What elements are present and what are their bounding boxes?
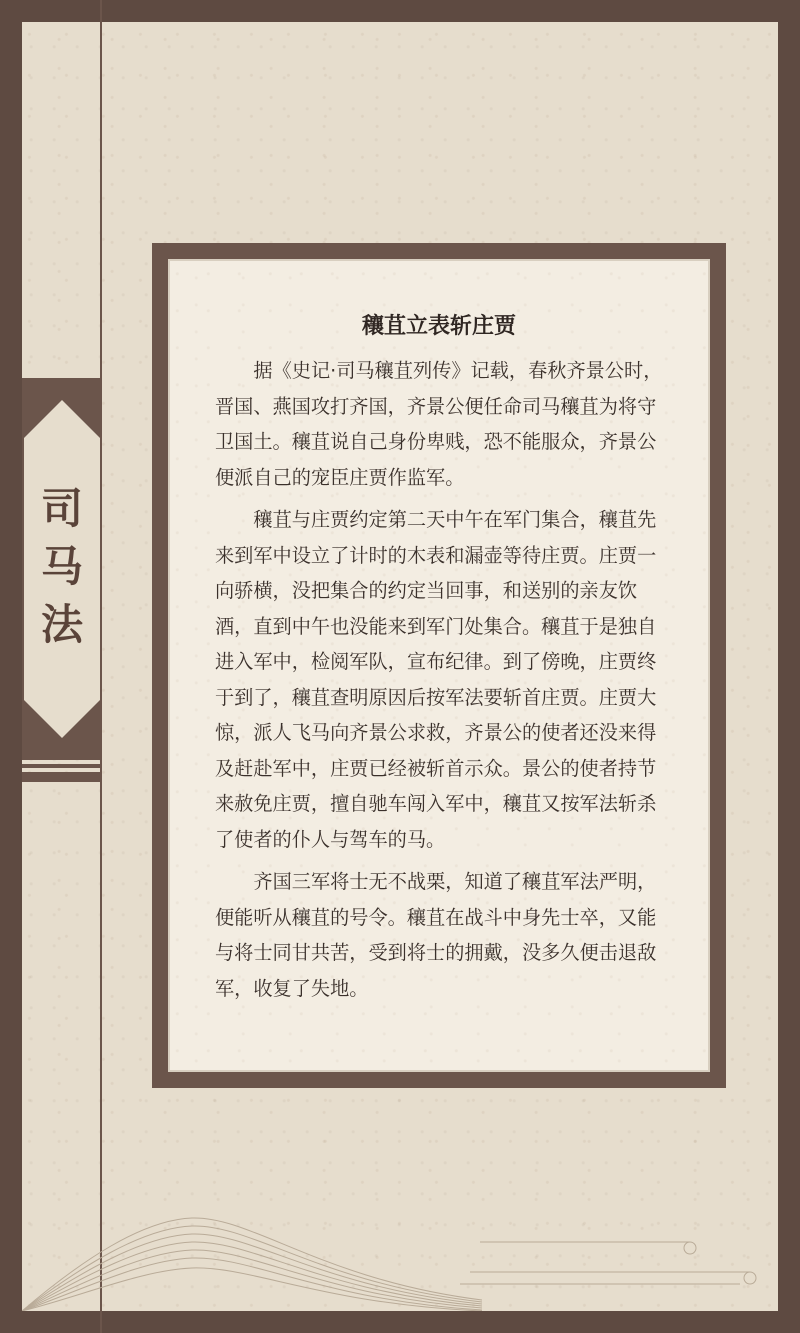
spine-band-bottom-thin [22,764,102,768]
paragraph-2: 穰苴与庄贾约定第二天中午在军门集合，穰苴先来到军中设立了计时的木表和漏壶等待庄贾。庄贾一向骄横，没把集合的约定当回事，和送别的亲友饮酒，直到中午也没能来到军门处集合。穰苴于是独自进入军中，检阅军队，宣布纪律。到了傍晚，庄贾终于到了，穰苴查明原因后按军法要斩首庄贾。庄贾大惊，派人飞马向齐景公求救，齐景公的使者还没来得及赶赴军中，庄贾已经被斩首示众。景公的使者持节来赦免庄贾，擅自驰车闯入军中，穰苴又按军法斩杀了使者的仆人与驾车的马。 [215,508,657,851]
book-title-char-1: 司 [40,484,83,533]
book-title-char-3: 法 [40,600,83,649]
article-body [215,353,673,1013]
paragraph-3: 齐国三军将士无不战栗，知道了穰苴军法严明，便能听从穰苴的号令。穰苴在战斗中身先士卒，又能与将士同甘共苦，受到将士的拥戴，没多久便击退敌军，收复了失地。 [215,870,657,1000]
book-title-char-2: 马 [40,542,83,591]
article-title: 穰苴立表斩庄贾 [361,314,516,339]
spine-band-bottom [22,772,102,782]
scroll-line-ornament [440,1232,760,1292]
book-title-vertical [22,480,102,654]
wave-hills-ornament [22,1200,482,1311]
paragraph-1: 据《史记·司马穰苴列传》记载，春秋齐景公时，晋国、燕国攻打齐国，齐景公便任命司马穰苴为将守卫国土。穰苴说自己身份卑贱，恐不能服众，齐景公便派自己的宠臣庄贾作监军。 [215,359,663,489]
